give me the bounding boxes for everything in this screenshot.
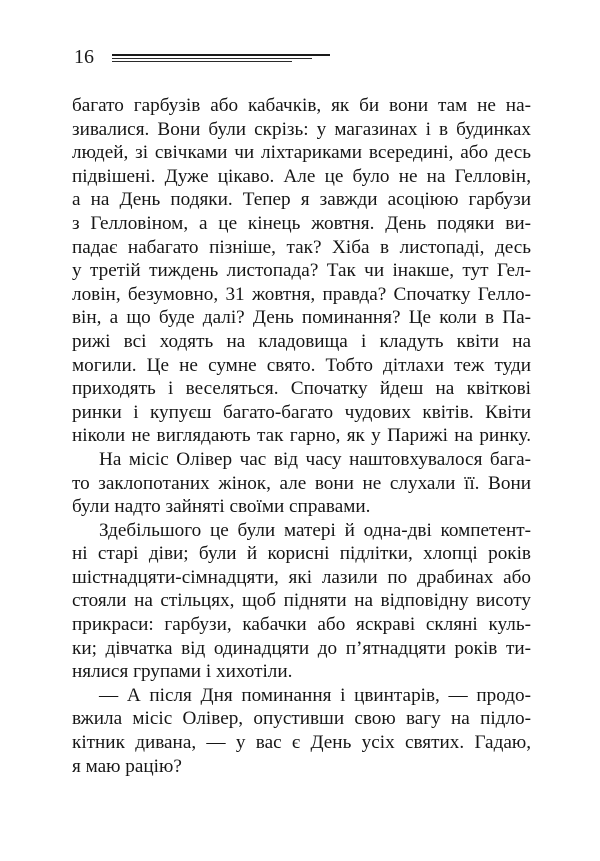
text-line: людей, зі свічками чи ліхтариками всередині, або десь	[72, 142, 531, 164]
text-line: шістнадцяти-сімнадцяти, які лазили по драбинах або	[72, 566, 531, 588]
text-line: На місіс Олівер час від часу наштовхувалося бага-	[99, 448, 531, 470]
text-line: підвішені. Дуже цікаво. Але це було не на Гелловін,	[72, 165, 531, 187]
page-number: 16	[74, 46, 94, 68]
text-line: у третій тиждень листопада? Так чи інакше, тут Гел-	[72, 260, 531, 282]
text-line: ринки і купуєш багато-багато чудових квітів. Квіти	[72, 401, 531, 423]
header-rule	[112, 54, 330, 62]
text-line: — А після Дня поминання і цвинтарів, — продо-	[99, 684, 531, 706]
text-line: ніколи не виглядають так гарно, як у Парижі на ринку.	[72, 425, 531, 447]
text-line: падає набагато пізніше, так? Хіба в листопаді, десь	[72, 236, 531, 258]
text-line: з Гелловіном, а це кінець жовтня. День подяки ви-	[72, 212, 531, 234]
text-line: приходять і веселяться. Спочатку йдеш на квіткові	[72, 378, 531, 400]
text-line: ловін, безумовно, 31 жовтня, правда? Спочатку Гелло-	[72, 283, 531, 305]
text-line: рижі всі ходять на кладовища і кладуть квіти на	[72, 330, 531, 352]
text-line: кітник дивана, — у вас є День усіх святих. Гадаю,	[72, 732, 531, 754]
text-line: ні старі діви; були й корисні підлітки, хлопці років	[72, 543, 531, 565]
text-line: ки; дівчатка від одинадцяти до п’ятнадцяти років ти-	[72, 637, 531, 659]
text-line: багато гарбузів або кабачків, як би вони там не на-	[72, 95, 531, 116]
text-line: а на День подяки. Тепер я завжди асоціюю гарбузи	[72, 189, 531, 211]
text-line: вжила місіс Олівер, опустивши свою вагу на підло-	[72, 708, 531, 730]
text-line: то заклопотаних жінок, але вони не слухали її. Вони	[72, 472, 531, 494]
page-header	[72, 46, 332, 68]
text-line: стояли на стільцях, щоб підняти на відповідну висоту	[72, 590, 531, 612]
text-line: я маю рацію?	[72, 755, 182, 777]
text-line: були надто зайняті своїми справами.	[72, 496, 371, 518]
text-line: він, а що буде далі? День поминання? Це коли в Па-	[72, 307, 531, 329]
text-line: Здебільшого це були матері й одна-дві компетент-	[99, 519, 531, 541]
text-line: зивалися. Вони були скрізь: у магазинах і в будинках	[72, 118, 531, 140]
text-line: прикраси: гарбузи, кабачки або яскраві скляні куль-	[72, 614, 531, 636]
body-text	[72, 94, 531, 778]
text-line: могили. Це не сумне свято. Тобто дітлахи теж туди	[72, 354, 531, 376]
text-line: нялися групами і хихотіли.	[72, 661, 293, 683]
